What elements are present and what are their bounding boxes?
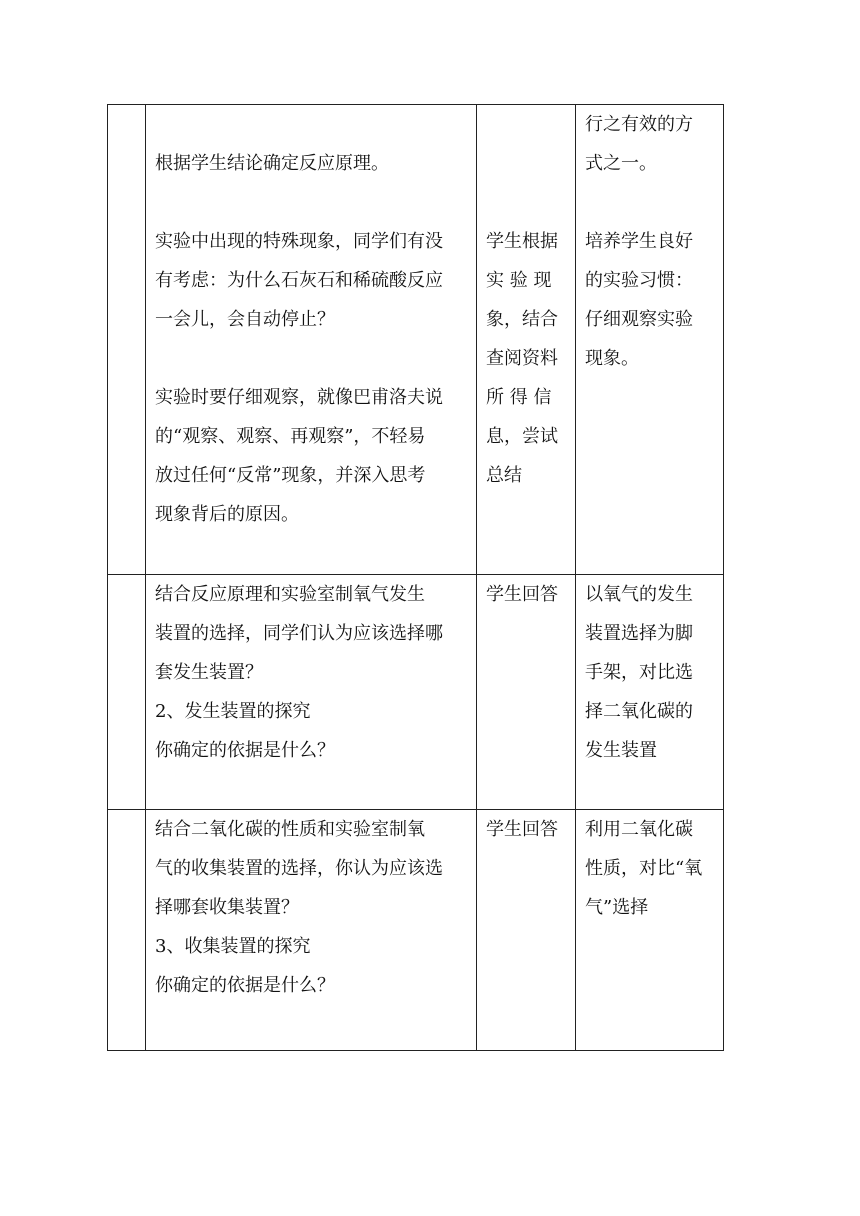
activity-line: 气的收集装置的选择，你认为应该选 bbox=[155, 858, 443, 879]
design-intent-cell bbox=[576, 105, 724, 575]
activity-line: 结合二氧化碳的性质和实验室制氧 bbox=[155, 819, 425, 840]
student-line: 学生根据 bbox=[486, 231, 558, 252]
intent-line: 仔细观察实验 bbox=[585, 309, 693, 330]
activity-line: 现象背后的原因。 bbox=[155, 504, 299, 525]
intent-line: 装置选择为脚 bbox=[585, 623, 693, 644]
student-line: 象，结合 bbox=[486, 309, 558, 330]
lesson-plan-table bbox=[107, 104, 724, 1051]
intent-line: 培养学生良好 bbox=[585, 231, 693, 252]
activity-line: 3、收集装置的探究 bbox=[155, 936, 311, 957]
activity-line: 实验中出现的特殊现象，同学们有没 bbox=[155, 231, 443, 252]
activity-line: 一会儿，会自动停止？ bbox=[155, 309, 335, 330]
activity-line: 实验时要仔细观察，就像巴甫洛夫说 bbox=[155, 387, 443, 408]
student-answer: 学生回答 bbox=[486, 819, 558, 840]
student-line: 总结 bbox=[486, 465, 522, 486]
intent-line: 的实验习惯： bbox=[585, 270, 693, 291]
activity-line: 2、发生装置的探究 bbox=[155, 701, 311, 722]
activity-line: 有考虑：为什么石灰石和稀硫酸反应 bbox=[155, 270, 443, 291]
activity-line: 装置的选择，同学们认为应该选择哪 bbox=[155, 623, 443, 644]
intent-line: 手架，对比选 bbox=[585, 662, 693, 683]
student-answer: 学生回答 bbox=[486, 584, 558, 605]
intent-line: 气”选择 bbox=[585, 897, 649, 918]
intent-line: 择二氧化碳的 bbox=[585, 701, 693, 722]
stage-cell bbox=[108, 105, 146, 575]
activity-line: 你确定的依据是什么？ bbox=[155, 975, 335, 996]
student-activity-cell bbox=[477, 105, 576, 575]
activity-line: 套发生装置？ bbox=[155, 662, 263, 683]
intent-line: 行之有效的方 bbox=[585, 114, 693, 135]
design-intent-cell bbox=[576, 575, 724, 810]
activity-line: 你确定的依据是什么？ bbox=[155, 740, 335, 761]
stage-cell bbox=[108, 810, 146, 1051]
table-row bbox=[108, 575, 724, 810]
student-activity-cell bbox=[477, 575, 576, 810]
student-line: 所 得 信 bbox=[486, 387, 552, 408]
activity-line: 根据学生结论确定反应原理。 bbox=[155, 153, 389, 174]
intent-line: 现象。 bbox=[585, 348, 639, 369]
activity-line: 择哪套收集装置？ bbox=[155, 897, 299, 918]
table-row bbox=[108, 810, 724, 1051]
activity-line: 放过任何“反常”现象，并深入思考 bbox=[155, 465, 426, 486]
design-intent-cell bbox=[576, 810, 724, 1051]
intent-line: 以氧气的发生 bbox=[585, 584, 693, 605]
student-line: 实 验 现 bbox=[486, 270, 552, 291]
activity-line: 结合反应原理和实验室制氧气发生 bbox=[155, 584, 425, 605]
activity-line: 的“观察、观察、再观察”，不轻易 bbox=[155, 426, 426, 447]
teacher-activity-cell bbox=[146, 575, 477, 810]
teacher-activity-cell bbox=[146, 105, 477, 575]
student-line: 查阅资料 bbox=[486, 348, 558, 369]
table-row bbox=[108, 105, 724, 575]
intent-line: 利用二氧化碳 bbox=[585, 819, 693, 840]
intent-line: 式之一。 bbox=[585, 153, 657, 174]
teacher-activity-cell bbox=[146, 810, 477, 1051]
stage-cell bbox=[108, 575, 146, 810]
intent-line: 发生装置 bbox=[585, 740, 657, 761]
student-line: 息，尝试 bbox=[486, 426, 558, 447]
student-activity-cell bbox=[477, 810, 576, 1051]
intent-line: 性质，对比“氧 bbox=[585, 858, 703, 879]
